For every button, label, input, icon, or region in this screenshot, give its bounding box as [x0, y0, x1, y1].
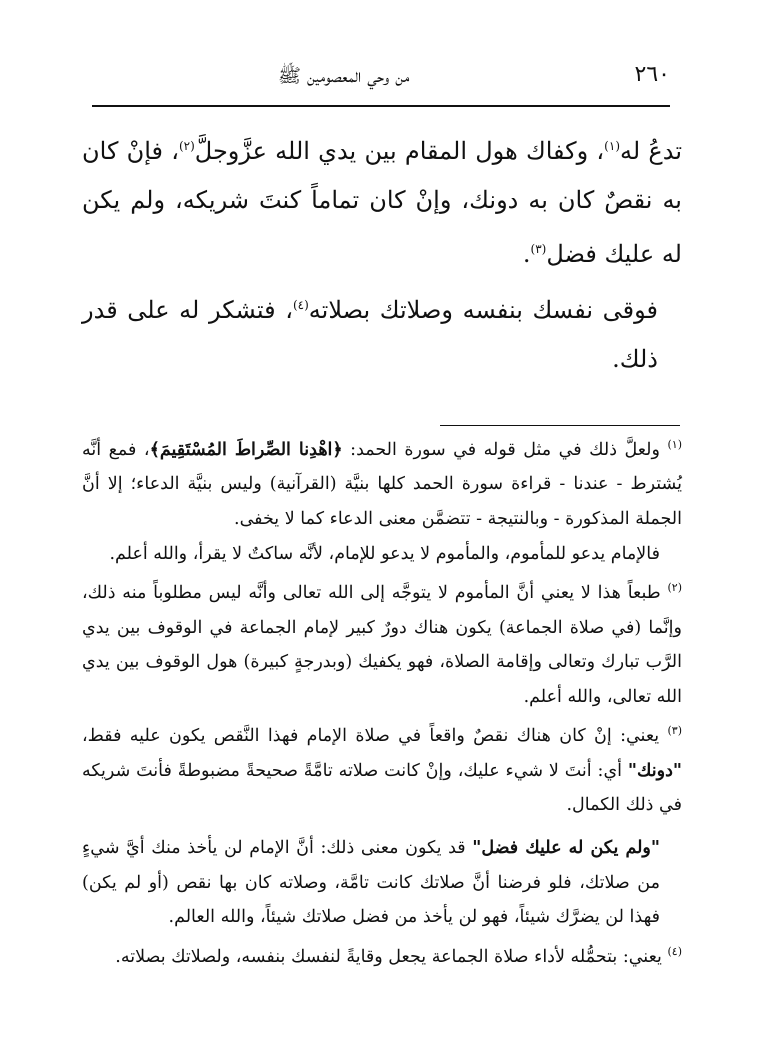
- page-header: [88, 58, 678, 94]
- quoted-term: "دونك": [627, 760, 682, 781]
- footnote-separator: [440, 425, 680, 426]
- main-text: [82, 122, 682, 384]
- text-run: .: [522, 240, 531, 268]
- footnote-2: [82, 571, 682, 714]
- text-run: يعني: بتحمُّله لأداء صلاة الجماعة يجعل وقايةً لنفسك بنفسه، ولصلاتك بصلاته.: [115, 946, 662, 967]
- text-run: ، فتشكر له على قدر ذلك.: [82, 296, 658, 373]
- text-run: ، وكفاك هول المقام بين يدي الله عزَّوجلَّ: [194, 137, 605, 165]
- footnote-ref-3: (٣): [530, 242, 547, 256]
- footnote-ref-1: (١): [604, 139, 620, 153]
- text-run: تدعُ له: [620, 137, 682, 165]
- running-head: من وحي المعصومين ﷺ: [278, 65, 410, 87]
- text-run: طبعاً هذا لا يعني أنَّ المأموم لا يتوجَّه إلى الله تعالى وأنَّه ليس مطلوباً منه ذلك، وإنَّما (في صلاة الجماعة) يكون هناك دورٌ كبير لإمام الجماعة في الوقوف بين يدي الرَّب تبارك وتعالى وإقامة الصلاة، فهو يكفيك (وبدرجةٍ كبيرة) هول الوقوف بين يدي الله تعالى، والله أعلم.: [82, 583, 682, 707]
- text-run: ، فمع أنَّه يُشترط - عندنا - قراءة سورة الحمد كلها بنيَّة (القرآنية) وليس بنيَّة الدعاء؛ إلا أنَّ الجملة المذكورة - وبالنتيجة - تتضمَّن معنى الدعاء كما لا يخفى.: [82, 439, 682, 530]
- text-run: يعني: إنْ كان هناك نقصٌ واقعاً في صلاة الإمام فهذا النَّقص يكون عليه فقط،: [82, 726, 660, 747]
- footnotes: [82, 428, 682, 974]
- footnote-number: (٤): [667, 944, 682, 958]
- text-run: أي: أنتَ لا شيء عليك، وإنْ كانت صلاته تامَّةً صحيحةً مضبوطةً فأنتَ شريكه في ذلك الكمال.: [82, 760, 682, 816]
- quran-quote: ﴿اهْدِنا الصِّراطَ المُسْتَقِيمَ﴾: [149, 439, 343, 460]
- text-run: فالإمام يدعو للمأموم، والمأموم لا يدعو للإمام، لأنَّه ساكتٌ لا يقرأ، والله أعلم.: [109, 543, 660, 564]
- footnote-1-continued: [82, 537, 682, 572]
- text-run: له عليك فضل: [546, 240, 682, 268]
- body-paragraph-2: [82, 281, 682, 384]
- footnote-ref-2: (٢): [178, 139, 195, 153]
- quoted-term: "ولم يكن له عليك فضل": [472, 838, 660, 859]
- footnote-number: (٣): [667, 724, 682, 738]
- text-run: ، فإنْ كان: [82, 137, 179, 165]
- footnote-ref-4: (٤): [292, 298, 309, 312]
- footnote-number: (١): [667, 438, 682, 451]
- text-run: به نقصٌ كان به دونك، وإنْ كان تماماً كنتَ شريكه، ولم يكن: [82, 186, 682, 214]
- footnote-3-continued: [82, 831, 682, 935]
- footnote-1: [82, 428, 682, 537]
- footnote-4: [82, 935, 682, 974]
- text-run: قد يكون معنى ذلك: أنَّ الإمام لن يأخذ منك أيَّ شيءٍ من صلاتك، فلو فرضنا أنَّ صلاتك كانت تامَّة، وصلاته كان بها نقص (أو لم يكن) فهذا لن يضرَّك شيئاً، فهو لن يأخذ من فضل صلاتك شيئاً، والله العالم.: [82, 838, 660, 928]
- footnote-3: [82, 714, 682, 823]
- text-run: فوقى نفسك بنفسه وصلاتك بصلاته: [308, 296, 658, 324]
- header-rule: [92, 105, 670, 107]
- page-number: ٢٦٠: [634, 62, 670, 87]
- body-paragraph-1: [82, 122, 682, 279]
- text-run: ولعلَّ ذلك في مثل قوله في سورة الحمد:: [342, 439, 660, 460]
- footnote-number: (٢): [667, 581, 682, 595]
